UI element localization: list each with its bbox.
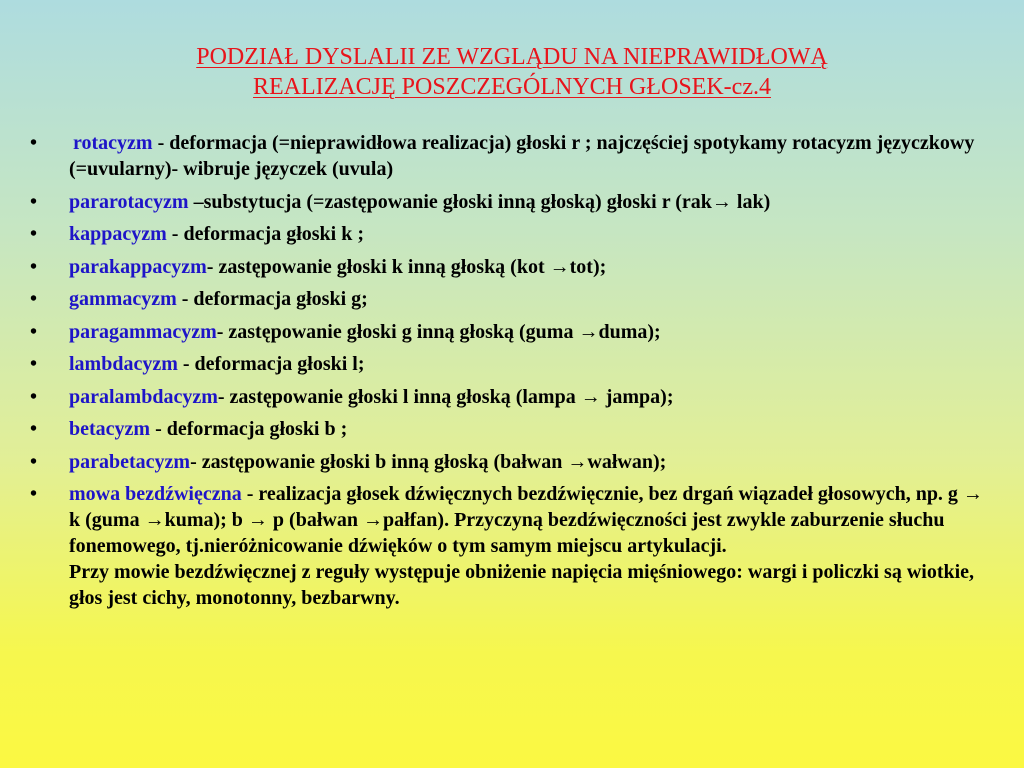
term-description: - zastępowanie głoski b inną głoską (bałwan →wałwan); [190,450,667,473]
list-item-pararotacyzm [30,189,990,215]
term-description: - realizacja głosek dźwięcznych bezdźwięcznie, bez drgań wiązadeł głosowych, np. g → k (guma →kuma); b → p (bałwan →pałfan). Przyczyną bezdźwięczności jest zwykle zaburzenie słuchu fonemowego, tj.nieróżnicowanie dźwięków o tym samym miejscu artykulacji. [69,483,983,557]
term-description: - deformacja głoski l; [177,353,365,375]
term-label: paralambdacyzm [69,385,218,408]
bullet-icon: • [30,132,38,154]
list-item-parabetacyzm [30,449,990,475]
term-label: lambdacyzm [69,353,178,375]
term-label: paragammacyzm [69,320,217,343]
bullet-icon: • [30,320,38,343]
term-label: mowa bezdźwięczna [69,483,242,505]
bullet-icon: • [30,288,38,310]
term-description: - deformacja głoski k ; [166,223,364,245]
term-label: rotacyzm [73,132,153,154]
list-item-lambdacyzm [30,351,990,377]
list-item-paragammacyzm [30,319,990,345]
bullet-icon: • [30,353,38,375]
term-label: parakappacyzm [69,255,207,278]
term-description: - zastępowanie głoski l inną głoską (lampa → jampa); [217,385,674,408]
title-line-2: REALIZACJĘ POSZCZEGÓLNYCH GŁOSEK-cz.4 [253,74,771,100]
term-label: parabetacyzm [69,450,191,473]
list-item-paralambdacyzm [30,384,990,410]
slide-title [60,42,964,102]
bullet-icon: • [30,483,38,505]
list-item-parakappacyzm [30,254,990,280]
bullet-icon: • [30,223,38,245]
term-description: –substytucja (=zastępowanie głoski inną głoską) głoski r (rak→ lak) [188,190,771,213]
bullet-icon: • [30,385,38,408]
term-label: betacyzm [69,418,151,440]
list-item-gammacyzm [30,286,990,312]
list-item-kappacyzm [30,221,990,247]
bullet-icon: • [30,450,38,473]
term-description: - zastępowanie głoski g inną głoską (guma →duma); [216,320,661,343]
list-item-mowa-bezdzwieczna [30,481,990,611]
term-description: - deformacja (=nieprawidłowa realizacja) głoski r ; najczęściej spotykamy rotacyzm języczkowy (=uvularny)- wibruje języczek (uvula) [69,132,975,180]
term-description: - deformacja głoski g; [176,288,368,310]
bullet-icon: • [30,418,38,440]
list-item-rotacyzm [30,130,990,182]
term-label: pararotacyzm [69,190,189,213]
term-description: - zastępowanie głoski k inną głoską (kot →tot); [206,255,607,278]
bullet-icon: • [30,190,38,213]
term-label: gammacyzm [69,288,177,310]
dyslalia-list [30,130,990,618]
bullet-icon: • [30,255,38,278]
term-extra-note: Przy mowie bezdźwięcznej z reguły występuje obniżenie napięcia mięśniowego: wargi i policzki są wiotkie, głos jest cichy, monotonny, bezbarwny. [69,561,975,609]
list-item-betacyzm [30,416,990,442]
title-line-1: PODZIAŁ DYSLALII ZE WZGLĄDU NA NIEPRAWIDŁOWĄ [196,44,828,70]
term-label: kappacyzm [69,223,167,245]
term-description: - deformacja głoski b ; [150,418,348,440]
